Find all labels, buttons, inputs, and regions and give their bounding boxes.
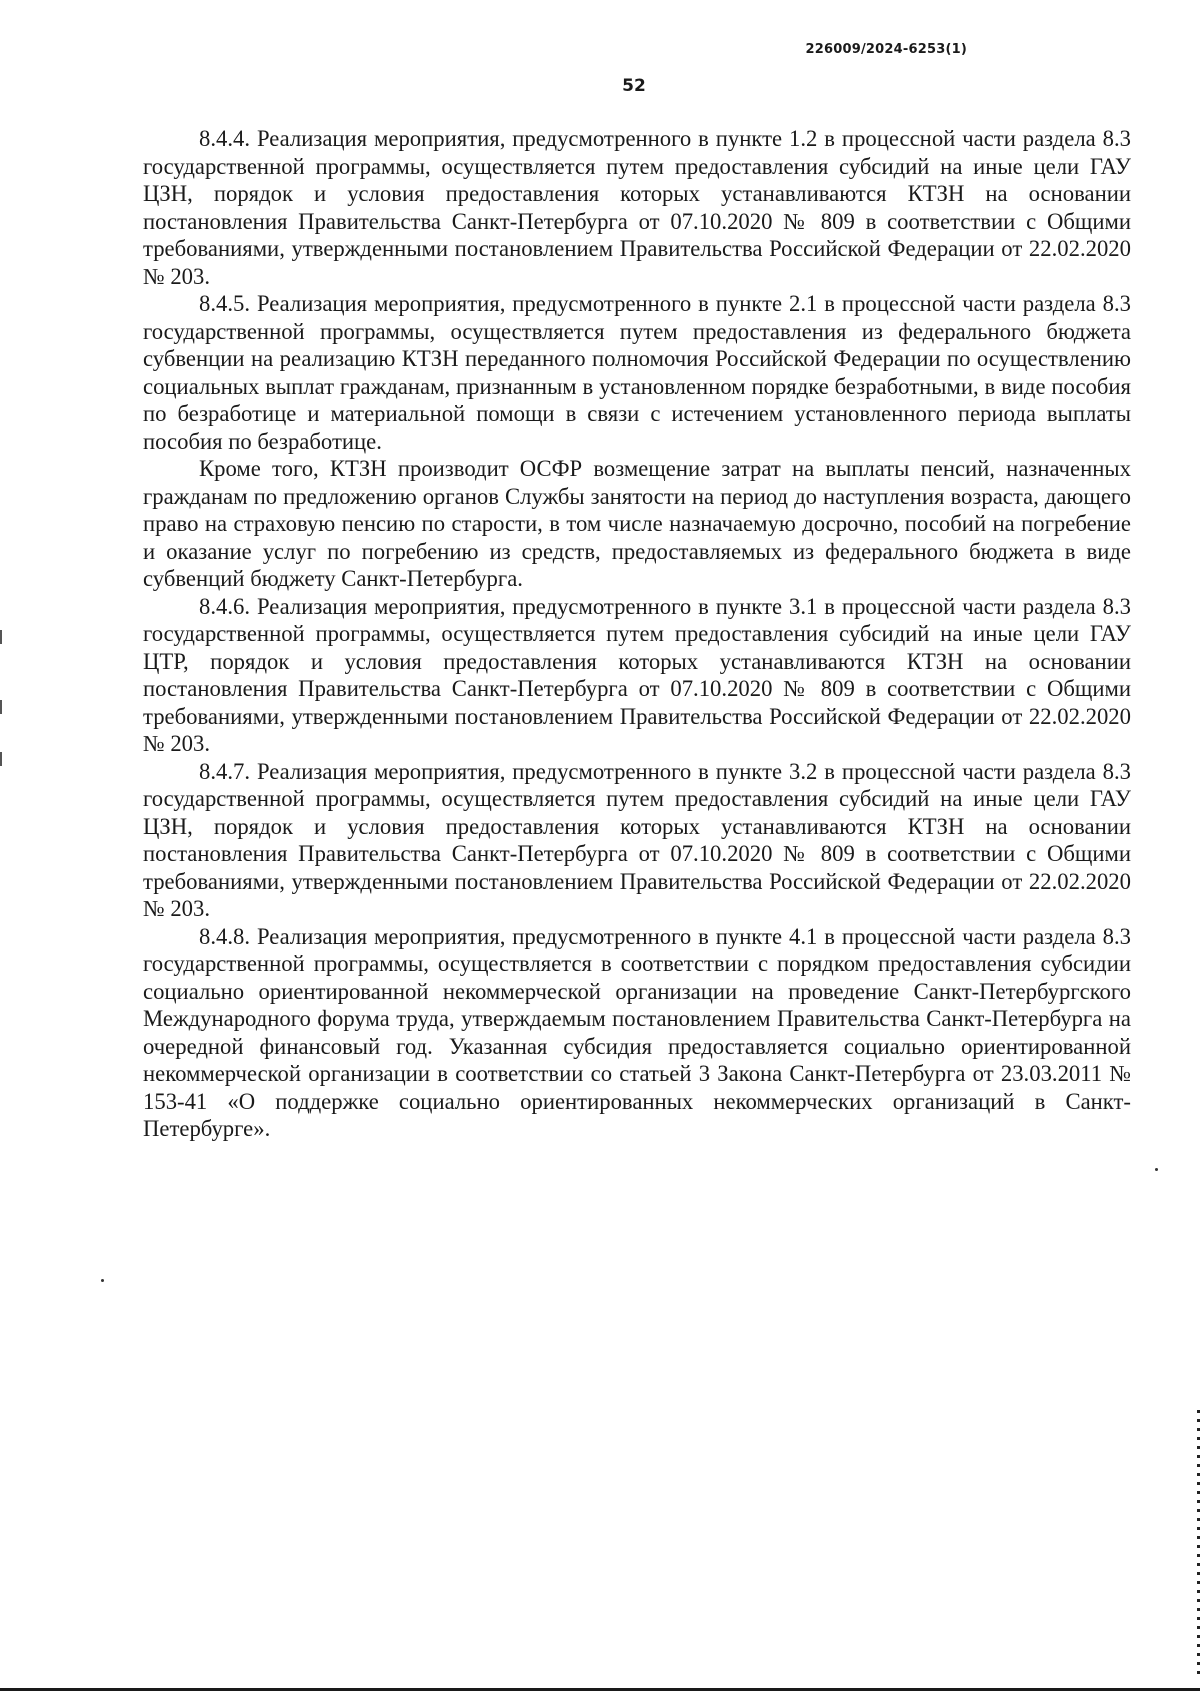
paragraph-8-4-5: 8.4.5. Реализация мероприятия, предусмотренного в пункте 2.1 в процессной части раздела 8.3 государственной программы, осуществляется путем предоставления из федерального бюджета субвенции на реализацию КТЗН переданного полномочия Российской Федерации по осуществлению социальных выплат гражданам, признанным в установленном порядке безработными, в виде пособия по безработице и материальной помощи в связи с истечением установленного периода выплаты пособия по безработице. [143, 291, 1131, 454]
scan-speck [1155, 1168, 1158, 1171]
paragraph-8-4-7: 8.4.7. Реализация мероприятия, предусмотренного в пункте 3.2 в процессной части раздела 8.3 государственной программы, осуществляется путем предоставления субсидий на иные цели ГАУ ЦЗН, порядок и условия предоставления которых устанавливаются КТЗН на основании постановления Правительства Санкт-Петербурга от 07.10.2020 № 809 в соответствии с Общими требованиями, утвержденными постановлением Правительства Российской Федерации от 22.02.2020 № 203. [143, 758, 1131, 921]
scan-bottom-edge [0, 1688, 1200, 1691]
paragraph-8-4-4: 8.4.4. Реализация мероприятия, предусмотренного в пункте 1.2 в процессной части раздела 8.3 государственной программы, осуществляется путем предоставления субсидий на иные цели ГАУ ЦЗН, порядок и условия предоставления которых устанавливаются КТЗН на основании постановления Правительства Санкт-Петербурга от 07.10.2020 № 809 в соответствии с Общими требованиями, утвержденными постановлением Правительства Российской Федерации от 22.02.2020 № 203. [143, 126, 1131, 289]
page-number: 52 [622, 76, 646, 96]
paragraph-oskfr-reimbursement: Кроме того, КТЗН производит ОСФР возмещение затрат на выплаты пенсий, назначенных гражданам по предложению органов Службы занятости на период до наступления возраста, дающего право на страховую пенсию по старости, в том числе назначаемую досрочно, пособий на погребение и оказание услуг по погребению из средств, предоставляемых из федерального бюджета в виде субвенций бюджету Санкт-Петербурга. [143, 456, 1131, 591]
paragraph-8-4-8: 8.4.8. Реализация мероприятия, предусмотренного в пункте 4.1 в процессной части раздела 8.3 государственной программы, осуществляется в соответствии с порядком предоставления субсидии социально ориентированной некоммерческой организации на проведение Санкт-Петербургского Международного форума труда, утверждаемым постановлением Правительства Санкт-Петербурга на очередной финансовый год. Указанная субсидия предоставляется социально ориентированной некоммерческой организации в соответствии со статьей 3 Закона Санкт-Петербурга от 23.03.2011 № 153-41 «О поддержке социально ориентированных некоммерческих организаций в Санкт-Петербурге». [143, 923, 1131, 1141]
scan-artifact [0, 700, 2, 714]
document-registration-number: 226009/2024-6253(1) [805, 42, 967, 57]
document-body [143, 125, 1131, 1143]
paragraph-8-4-6: 8.4.6. Реализация мероприятия, предусмотренного в пункте 3.1 в процессной части раздела 8.3 государственной программы, осуществляется путем предоставления субсидий на иные цели ГАУ ЦТР, порядок и условия предоставления которых устанавливаются КТЗН на основании постановления Правительства Санкт-Петербурга от 07.10.2020 № 809 в соответствии с Общими требованиями, утвержденными постановлением Правительства Российской Федерации от 22.02.2020 № 203. [143, 593, 1131, 756]
scan-artifact [0, 752, 2, 766]
scan-artifact [0, 630, 2, 644]
scan-speck [101, 1279, 104, 1282]
